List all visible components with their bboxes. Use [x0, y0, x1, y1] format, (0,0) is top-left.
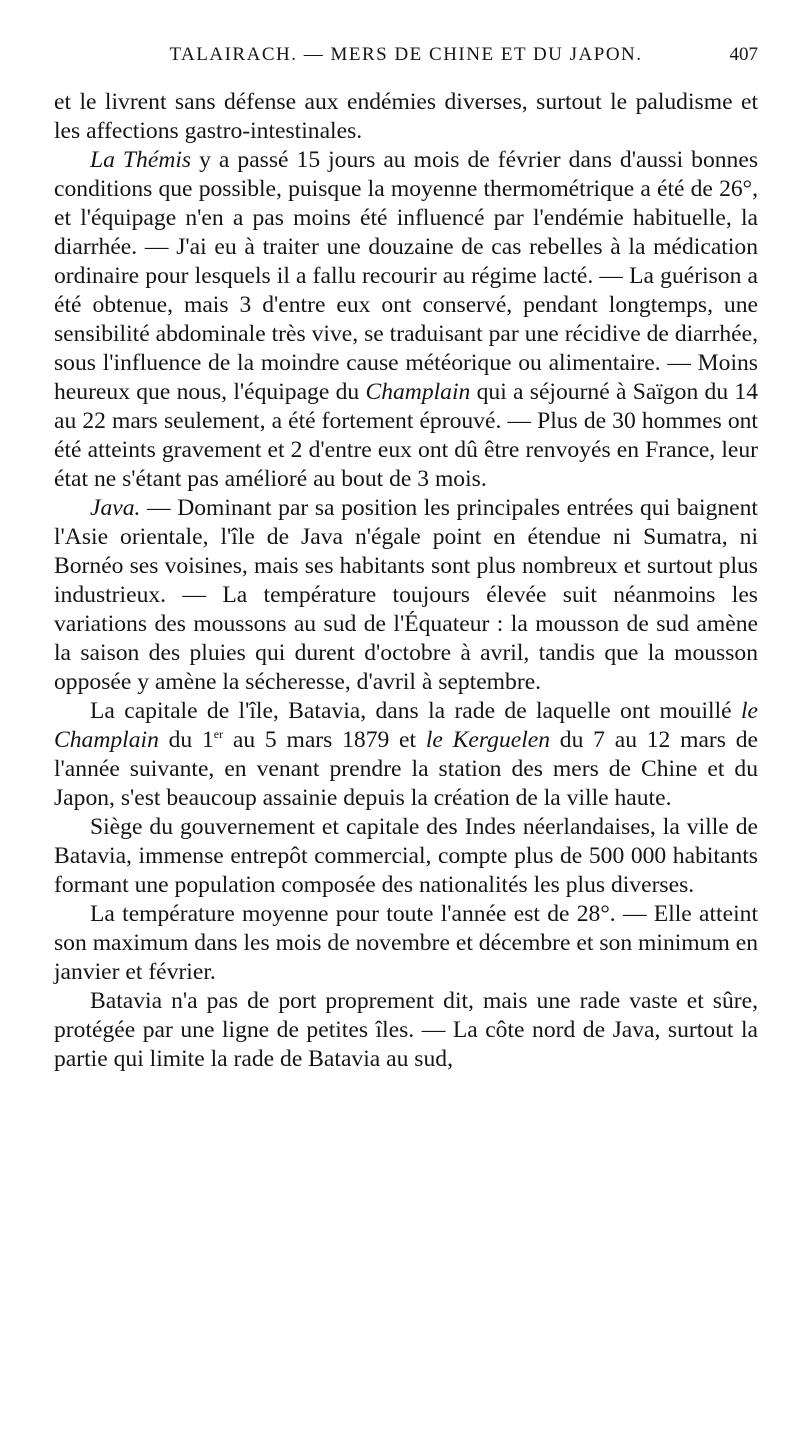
text-segment: Batavia n'a pas de port proprement dit, mais une rade vaste et sûre, protégée par une ligne de petites îles. — La côte nord de Java, surtout la partie qui limite la rade de Batavia au sud,	[54, 988, 758, 1072]
text-segment: La capitale de l'île, Batavia, dans la rade de laquelle ont mouillé	[90, 698, 741, 724]
text-segment: du 7 au 12 mars de l'année suivante, en venant prendre la station des mers de Chine et du Japon, s'est beaucoup assainie depuis la création de la ville haute.	[54, 727, 758, 811]
text-segment: La température moyenne pour toute l'année est de 28°. — Elle atteint son maximum dans les mois de novembre et décembre et son minimum en janvier et février.	[54, 901, 758, 985]
text-segment: qui a séjourné à Saïgon du 14 au 22 mars seulement, a été fortement éprouvé. — Plus de 30 hommes ont été atteints gravement et 2 d'entre eux ont dû être renvoyés en France, leur état ne s'étant pas amélioré au bout de 3 mois.	[54, 379, 758, 492]
text-segment: au 5 mars 1879 et	[223, 727, 426, 753]
paragraph-1	[54, 88, 758, 146]
text-segment: Siège du gouvernement et capitale des Indes néerlandaises, la ville de Batavia, immense entrepôt commercial, compte plus de 500 000 habitants formant une population composée des nationalités les plus diverses.	[54, 814, 758, 898]
ship-name-champlain: le Champlain	[54, 698, 758, 753]
text-segment: du 1	[158, 727, 214, 753]
page-number: 407	[729, 44, 758, 65]
paragraph-3	[54, 494, 758, 697]
ship-name-kerguelen: le Kerguelen	[425, 727, 551, 753]
text-segment: et le livrent sans défense aux endémies diverses, surtout le paludisme et les affections gastro-intestinales.	[54, 89, 758, 144]
ship-name-champlain: Champlain	[365, 379, 471, 405]
paragraph-5	[54, 813, 758, 900]
paragraph-6	[54, 900, 758, 987]
paragraph-4	[54, 697, 758, 813]
ordinal-superscript: er	[213, 727, 224, 742]
paragraph-7	[54, 987, 758, 1074]
ship-name-themis: La Thémis	[90, 147, 192, 173]
body-text	[54, 88, 758, 1074]
section-java: Java.	[90, 495, 141, 521]
paragraph-2	[54, 146, 758, 494]
running-title: TALAIRACH. — MERS DE CHINE ET DU JAPON.	[169, 44, 643, 65]
running-header	[54, 44, 758, 74]
text-segment: y a passé 15 jours au mois de février dans d'aussi bonnes conditions que possible, puisque la moyenne thermométrique a été de 26°, et l'équipage n'en a pas moins été influencé par l'endémie habituelle, la diarrhée. — J'ai eu à traiter une douzaine de cas rebelles à la médication ordinaire pour lesquels il a fallu recourir au régime lacté. — La guérison a été obtenue, mais 3 d'entre eux ont conservé, pendant longtemps, une sensibilité abdominale très vive, se traduisant par une récidive de diarrhée, sous l'influence de la moindre cause météorique ou alimentaire. — Moins heureux que nous, l'équipage du	[54, 147, 759, 405]
text-segment: — Dominant par sa position les principales entrées qui baignent l'Asie orientale, l'île de Java n'égale point en étendue ni Sumatra, ni Bornéo ses voisines, mais ses habitants sont plus nombreux et surtout plus industrieux. — La température toujours élevée suit néanmoins les variations des moussons au sud de l'Équateur : la mousson de sud amène la saison des pluies qui durent d'octobre à avril, tandis que la mousson opposée y amène la sécheresse, d'avril à septembre.	[54, 495, 758, 695]
